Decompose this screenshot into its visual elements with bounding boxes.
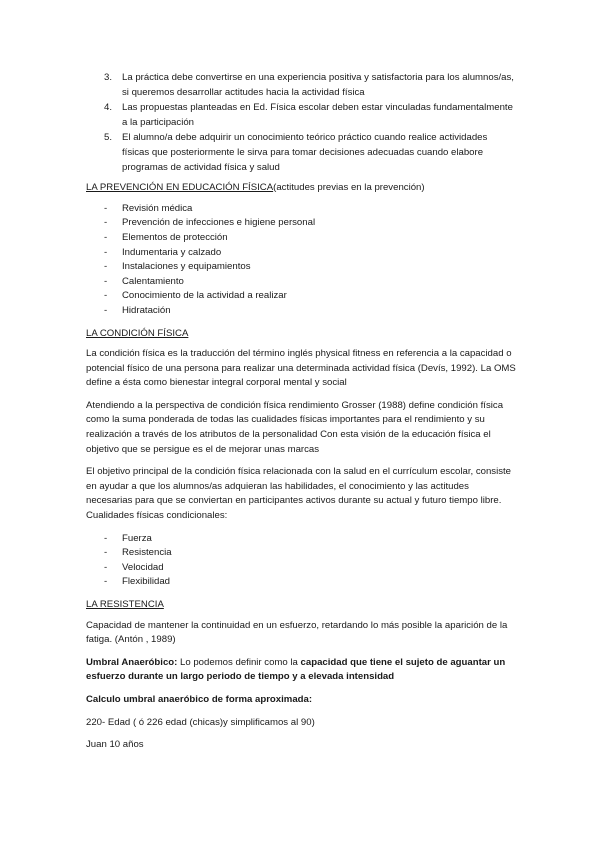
list-text: Revisión médica: [122, 202, 193, 214]
list-item: [86, 304, 516, 319]
paragraph: Capacidad de mantener la continuidad en un esfuerzo, retardando lo más posible la aparición de la fatiga. (Antón , 1989): [86, 619, 508, 646]
list-text: Las propuestas planteadas en Ed. Física escolar deben estar vinculadas fundamentalmente a la participación: [122, 102, 513, 128]
section-heading-prevencion: [86, 181, 516, 196]
list-text: Elementos de protección: [122, 231, 228, 243]
dash-bullet: -: [104, 275, 108, 287]
list-item: [86, 101, 516, 130]
list-text: Prevención de infecciones e higiene personal: [122, 217, 316, 229]
list-text: Indumentaria y calzado: [122, 246, 222, 258]
umbral-label: Umbral Anaeróbico:: [86, 656, 178, 668]
dash-bullet: -: [104, 576, 108, 588]
umbral-text: Lo podemos definir como la: [177, 656, 301, 668]
dash-bullet: -: [104, 547, 108, 559]
list-text: El alumno/a debe adquirir un conocimiento teórico práctico cuando realice actividades físicas que posteriormente le sirva para tomar decisiones adecuadas cuando elabore programas de actividad física y salud: [122, 132, 488, 173]
list-item: [86, 246, 516, 261]
paragraph: La condición física es la traducción del término inglés physical fitness en referencia a la capacidad o potencial físico de una persona para realizar una determinada actividad física (Devís, 1992). La OMS define a ésta como bienestar integral corporal mental y social: [86, 348, 516, 389]
list-item: [86, 561, 516, 576]
heading-text: LA PREVENCIÓN EN EDUCACIÓN FÍSICA: [86, 182, 274, 194]
list-text: La práctica debe convertirse en una experiencia positiva y satisfactoria para los alumnos/as, si queremos desarrollar actitudes hacia la actividad física: [122, 72, 514, 98]
heading-subtitle: (actitudes previas en la prevención): [273, 182, 425, 194]
list-text: Hidratación: [122, 304, 171, 316]
dash-bullet: -: [104, 532, 108, 544]
calculo-title: Calculo umbral anaeróbico de forma aproximada:: [86, 693, 313, 705]
document-content: [86, 71, 516, 761]
qualities-list: [86, 532, 516, 590]
umbral-paragraph: [86, 656, 516, 685]
list-text: Resistencia: [122, 547, 172, 559]
list-text: Calentamiento: [122, 275, 184, 287]
list-number: 3.: [104, 72, 113, 83]
example-text: Juan 10 años: [86, 739, 144, 751]
list-item: [86, 532, 516, 547]
list-text: Flexibilidad: [122, 576, 170, 588]
list-item: [86, 202, 516, 217]
dash-bullet: -: [104, 217, 108, 229]
dash-bullet: -: [104, 231, 108, 243]
paragraph: Atendiendo a la perspectiva de condición física rendimiento Grosser (1988) define condición física como la suma ponderada de todas las cualidades físicas importantes para el rendimiento y su realización a través de los atributos de la personalidad Con esta visión de la educación física el objetivo que se persigue es el de mejorar unas marcas: [86, 399, 504, 455]
list-item: [86, 275, 516, 290]
list-item: [86, 575, 516, 590]
numbered-list: [86, 71, 516, 175]
list-item: [86, 289, 516, 304]
dash-bullet: -: [104, 304, 108, 316]
list-text: Conocimiento de la actividad a realizar: [122, 290, 287, 302]
list-item: [86, 71, 516, 100]
dash-bullet: -: [104, 246, 108, 258]
umbral-definition: capacidad que tiene el sujeto de aguantar un esfuerzo durante un largo periodo de tiempo y a elevada intensidad: [86, 656, 506, 683]
list-item: [86, 131, 516, 175]
dash-bullet: -: [104, 290, 108, 302]
list-text: Instalaciones y equipamientos: [122, 261, 251, 273]
list-text: Velocidad: [122, 561, 164, 573]
dash-bullet: -: [104, 202, 108, 214]
formula-text: 220- Edad ( ó 226 edad (chicas)y simplificamos al 90): [86, 716, 315, 728]
list-item: [86, 216, 516, 231]
list-number: 5.: [104, 132, 113, 144]
list-text: Fuerza: [122, 532, 152, 544]
section-heading-resistencia: LA RESISTENCIA: [86, 599, 164, 610]
section-heading-condicion: LA CONDICIÓN FÍSICA: [86, 327, 189, 339]
dash-bullet: -: [104, 561, 108, 573]
list-item: [86, 231, 516, 246]
prevention-list: [86, 202, 516, 319]
list-item: [86, 260, 516, 275]
list-number: 4.: [104, 102, 113, 114]
list-item: [86, 546, 516, 561]
paragraph: El objetivo principal de la condición física relacionada con la salud en el currículum escolar, consiste en ayudar a que los alumnos/as adquieran las habilidades, el conocimiento y las actitudes necesarias para que se conviertan en participantes activos durante su actual y futuro tiempo libre. Cualidades físicas condicionales:: [86, 466, 512, 522]
dash-bullet: -: [104, 261, 108, 273]
